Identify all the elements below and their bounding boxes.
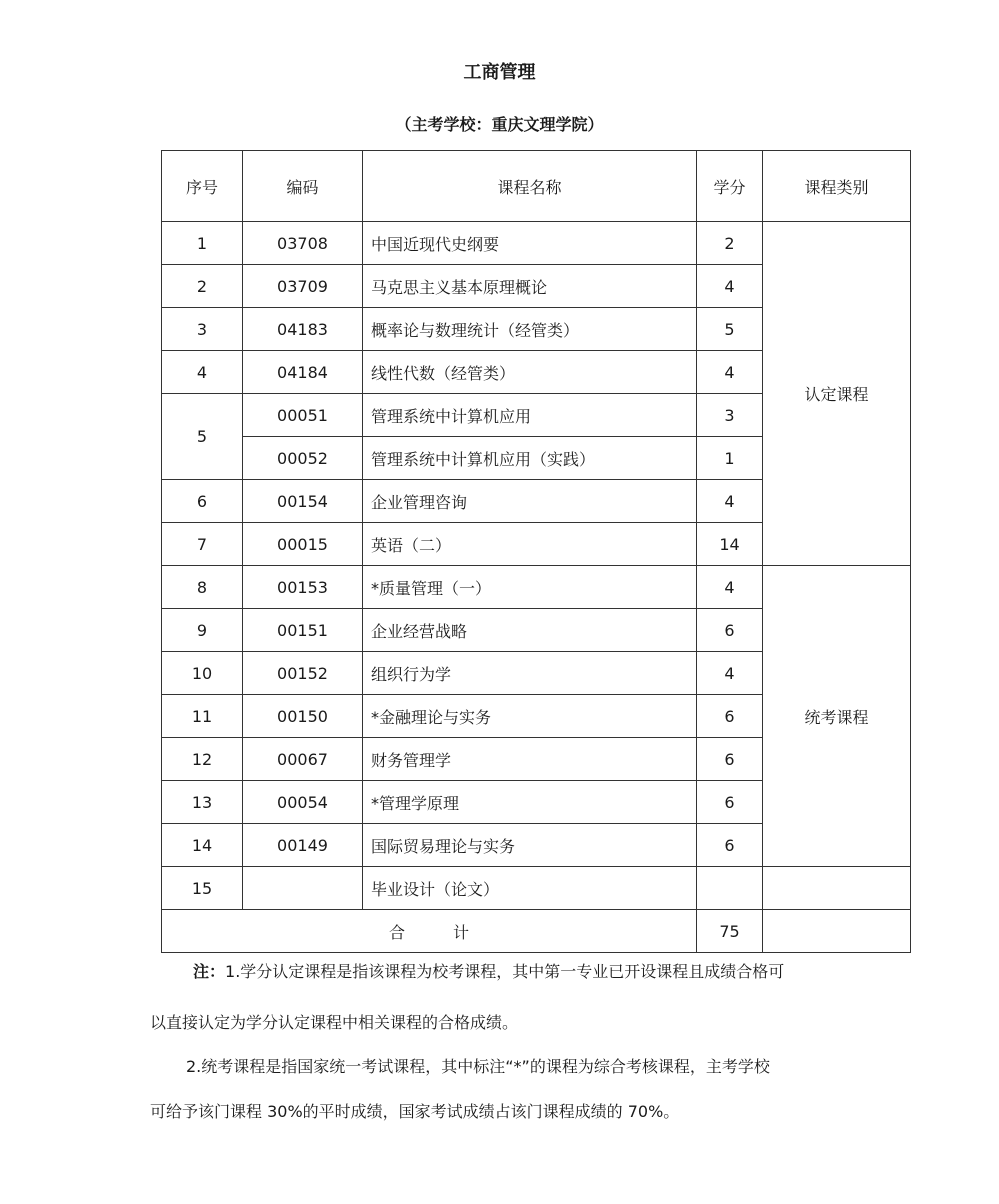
cell-seq: 10 (162, 652, 243, 695)
category-unified: 统考课程 (763, 566, 911, 867)
cell-credit: 4 (697, 566, 763, 609)
cell-seq: 14 (162, 824, 243, 867)
cell-code: 00152 (243, 652, 363, 695)
course-table (161, 150, 911, 953)
cell-seq: 13 (162, 781, 243, 824)
cell-credit: 4 (697, 480, 763, 523)
note-label: 注： (193, 962, 226, 981)
cell-code: 00154 (243, 480, 363, 523)
cell-credit: 6 (697, 781, 763, 824)
page-subtitle: （主考学校：重庆文理学院） (395, 115, 604, 134)
cell-course-name: 财务管理学 (363, 738, 697, 781)
cell-course-name: 概率论与数理统计（经管类） (363, 308, 697, 351)
cell-course-name: *金融理论与实务 (363, 695, 697, 738)
header-course-name: 课程名称 (363, 151, 697, 222)
cell-course-name: 线性代数（经管类） (363, 351, 697, 394)
cell-course-name: 管理系统中计算机应用（实践） (363, 437, 697, 480)
cell-code: 00067 (243, 738, 363, 781)
cell-seq: 2 (162, 265, 243, 308)
header-credit: 学分 (697, 151, 763, 222)
cell-credit: 6 (697, 738, 763, 781)
header-seq: 序号 (162, 151, 243, 222)
cell-code: 00052 (243, 437, 363, 480)
cell-course-name: 英语（二） (363, 523, 697, 566)
cell-seq: 3 (162, 308, 243, 351)
cell-seq: 8 (162, 566, 243, 609)
cell-seq: 1 (162, 222, 243, 265)
cell-course-name: 马克思主义基本原理概论 (363, 265, 697, 308)
cell-credit: 4 (697, 652, 763, 695)
cell-code: 00015 (243, 523, 363, 566)
cell-seq: 11 (162, 695, 243, 738)
cell-seq: 6 (162, 480, 243, 523)
category-recognized: 认定课程 (763, 222, 911, 566)
cell-course-name: 企业经营战略 (363, 609, 697, 652)
cell-code: 00051 (243, 394, 363, 437)
total-category-empty (763, 910, 911, 953)
table-row (162, 867, 911, 910)
cell-course-name: 管理系统中计算机应用 (363, 394, 697, 437)
cell-code: 00149 (243, 824, 363, 867)
cell-category-empty (763, 867, 911, 910)
cell-credit: 14 (697, 523, 763, 566)
cell-seq: 4 (162, 351, 243, 394)
cell-seq: 9 (162, 609, 243, 652)
cell-credit: 5 (697, 308, 763, 351)
cell-credit: 6 (697, 695, 763, 738)
cell-course-name: 组织行为学 (363, 652, 697, 695)
page-title: 工商管理 (463, 62, 536, 83)
cell-code: 00151 (243, 609, 363, 652)
cell-credit: 4 (697, 351, 763, 394)
note-1-line-1 (193, 961, 784, 983)
cell-course-name: *质量管理（一） (363, 566, 697, 609)
cell-code: 00153 (243, 566, 363, 609)
cell-credit: 4 (697, 265, 763, 308)
cell-code: 00150 (243, 695, 363, 738)
note-2-line-1: 2.统考课程是指国家统一考试课程，其中标注“*”的课程为综合考核课程，主考学校 (186, 1057, 770, 1076)
cell-seq: 7 (162, 523, 243, 566)
cell-seq: 12 (162, 738, 243, 781)
table-row (162, 566, 911, 609)
cell-credit: 3 (697, 394, 763, 437)
cell-code: 03708 (243, 222, 363, 265)
cell-course-name: 毕业设计（论文） (363, 867, 697, 910)
cell-code: 04183 (243, 308, 363, 351)
table-row (162, 222, 911, 265)
note-1-line-2: 以直接认定为学分认定课程中相关课程的合格成绩。 (150, 1013, 519, 1032)
cell-credit (697, 867, 763, 910)
cell-credit: 2 (697, 222, 763, 265)
header-category: 课程类别 (763, 151, 911, 222)
header-code: 编码 (243, 151, 363, 222)
cell-course-name: 国际贸易理论与实务 (363, 824, 697, 867)
cell-course-name: *管理学原理 (363, 781, 697, 824)
total-row (162, 910, 911, 953)
cell-credit: 1 (697, 437, 763, 480)
cell-code (243, 867, 363, 910)
cell-credit: 6 (697, 824, 763, 867)
cell-code: 00054 (243, 781, 363, 824)
cell-seq: 15 (162, 867, 243, 910)
note-2-line-2: 可给予该门课程 30%的平时成绩，国家考试成绩占该门课程成绩的 70%。 (150, 1102, 680, 1121)
cell-seq: 5 (162, 394, 243, 480)
cell-code: 03709 (243, 265, 363, 308)
cell-code: 04184 (243, 351, 363, 394)
cell-course-name: 中国近现代史纲要 (363, 222, 697, 265)
total-label: 合 计 (162, 910, 697, 953)
cell-credit: 6 (697, 609, 763, 652)
cell-course-name: 企业管理咨询 (363, 480, 697, 523)
table-header-row (162, 151, 911, 222)
total-credit: 75 (697, 910, 763, 953)
note-1-text: 1.学分认定课程是指该课程为校考课程，其中第一专业已开设课程且成绩合格可 (225, 962, 785, 981)
